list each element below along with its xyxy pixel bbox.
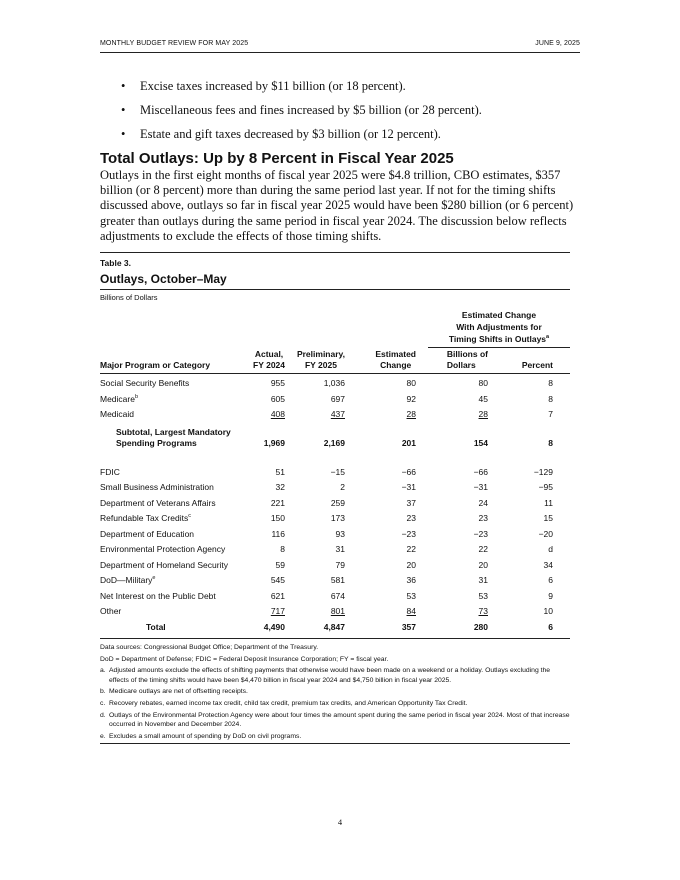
list-item: • Excise taxes increased by $11 billion (or 18 percent).: [100, 74, 570, 98]
footnote: e. Excludes a small amount of spending by DoD on civil programs.: [100, 732, 302, 740]
table-notes: [100, 638, 570, 744]
table-title: Outlays, October–May: [100, 272, 570, 290]
table-row: Small Business Administration 32 2 −31 −31 −95: [100, 482, 553, 492]
table-row: Social Security Benefits 955 1,036 80 80 8: [100, 378, 553, 388]
col-header-estimated-change: Estimated Change: [375, 349, 416, 370]
table-row: Medicaid 408 437 28 28 7: [100, 409, 553, 419]
footnote: c. Recovery rebates, earned income tax credit, child tax credit, premium tax credits, and American Opportunity Tax Credit.: [100, 700, 468, 708]
outlays-table: [100, 252, 570, 744]
section-heading: Total Outlays: Up by 8 Percent in Fiscal Year 2025: [100, 150, 454, 167]
table-row: Environmental Protection Agency 8 31 22 22 d: [100, 544, 553, 554]
table-header: [100, 302, 570, 374]
col-header-preliminary: Preliminary, FY 2025: [296, 349, 345, 370]
page-number: 4: [337, 817, 343, 827]
list-item: • Estate and gift taxes decreased by $3 billion (or 12 percent).: [100, 122, 570, 146]
list-item: • Miscellaneous fees and fines increased by $5 billion (or 28 percent).: [100, 98, 570, 122]
bullet-glyph: •: [121, 79, 126, 93]
section-paragraph: Outlays in the first eight months of fiscal year 2025 were $4.8 trillion, CBO estimates, $357 billion (or 8 percent) more than during the same period last year. If not for the timing shifts discussed above, outlays so far in fiscal year 2025 would have been $280 billion (or 6 percent) greater than outlays during the same period in fiscal year 2024. The discussion below reflects adjustments to exclude the effects of those timing shifts.: [100, 168, 574, 243]
table-row: Department of Homeland Security 59 79 20 20 34: [100, 559, 553, 570]
table-row: Refundable Tax Credits$^c$ 150 173 23 23 15: [100, 513, 553, 523]
table-units: Billions of Dollars: [100, 293, 158, 302]
total-row: Total 4,490 4,847 357 280 6: [146, 621, 553, 632]
table-row: Department of Veterans Affairs 221 259 37 24 11: [100, 497, 553, 508]
footnote: a. Adjusted amounts exclude the effects of shifting payments that otherwise would have been made on a weekend or a holiday. Outlays excluding the effects of the timing shifts would have been $4,470 billion in fiscal year 2024 and $4,750 billion in fiscal year 2025.: [100, 667, 551, 684]
bullet-glyph: •: [121, 127, 126, 141]
table-row: DoD—Military$^e$ 545 581 36 31 6: [100, 575, 553, 585]
col-header-actual: Actual, FY 2024: [253, 349, 285, 370]
table-row: Department of Education 116 93 −23 −23 −20: [100, 528, 553, 539]
col-header-billions: Billions of Dollars: [446, 349, 488, 370]
table-row: FDIC 51 −15 −66 −66 −129: [100, 466, 553, 477]
subtotal-row: Subtotal, Largest Mandatory Spending Programs 1,969 2,169 201 154 8: [116, 426, 553, 448]
running-header: [100, 40, 580, 53]
bullet-list: [100, 74, 570, 146]
footnote: d. Outlays of the Environmental Protection Agency were about four times the amount spent during the same period in fiscal year 2024. Most of that increase occurred in November and December 2024.: [100, 711, 570, 728]
col-header-percent: Percent: [521, 360, 553, 370]
table-row: Other 717 801 84 73 10: [100, 606, 553, 616]
footnote: b. Medicare outlays are net of offsetting receipts.: [100, 688, 248, 696]
data-sources-note: Data sources: Congressional Budget Office; Department of the Treasury.: [100, 644, 319, 651]
col-header-category: Major Program or Category: [100, 360, 211, 370]
abbreviations-note: DoD = Department of Defense; FDIC = Federal Deposit Insurance Corporation; FY = fiscal year.: [100, 655, 389, 663]
header-date: JUNE 9, 2025: [535, 40, 580, 47]
table-row: Net Interest on the Public Debt 621 674 53 53 9: [100, 590, 553, 601]
header-title: MONTHLY BUDGET REVIEW FOR MAY 2025: [100, 40, 249, 47]
table-row: Medicare$^b$ 605 697 92 45 8: [100, 393, 553, 404]
table-label: Table 3.: [100, 258, 132, 268]
adjusted-change-group-header: Estimated Change With Adjustments for Timing Shifts in Outlays$^a$: [428, 309, 570, 348]
bullet-glyph: •: [121, 103, 126, 117]
